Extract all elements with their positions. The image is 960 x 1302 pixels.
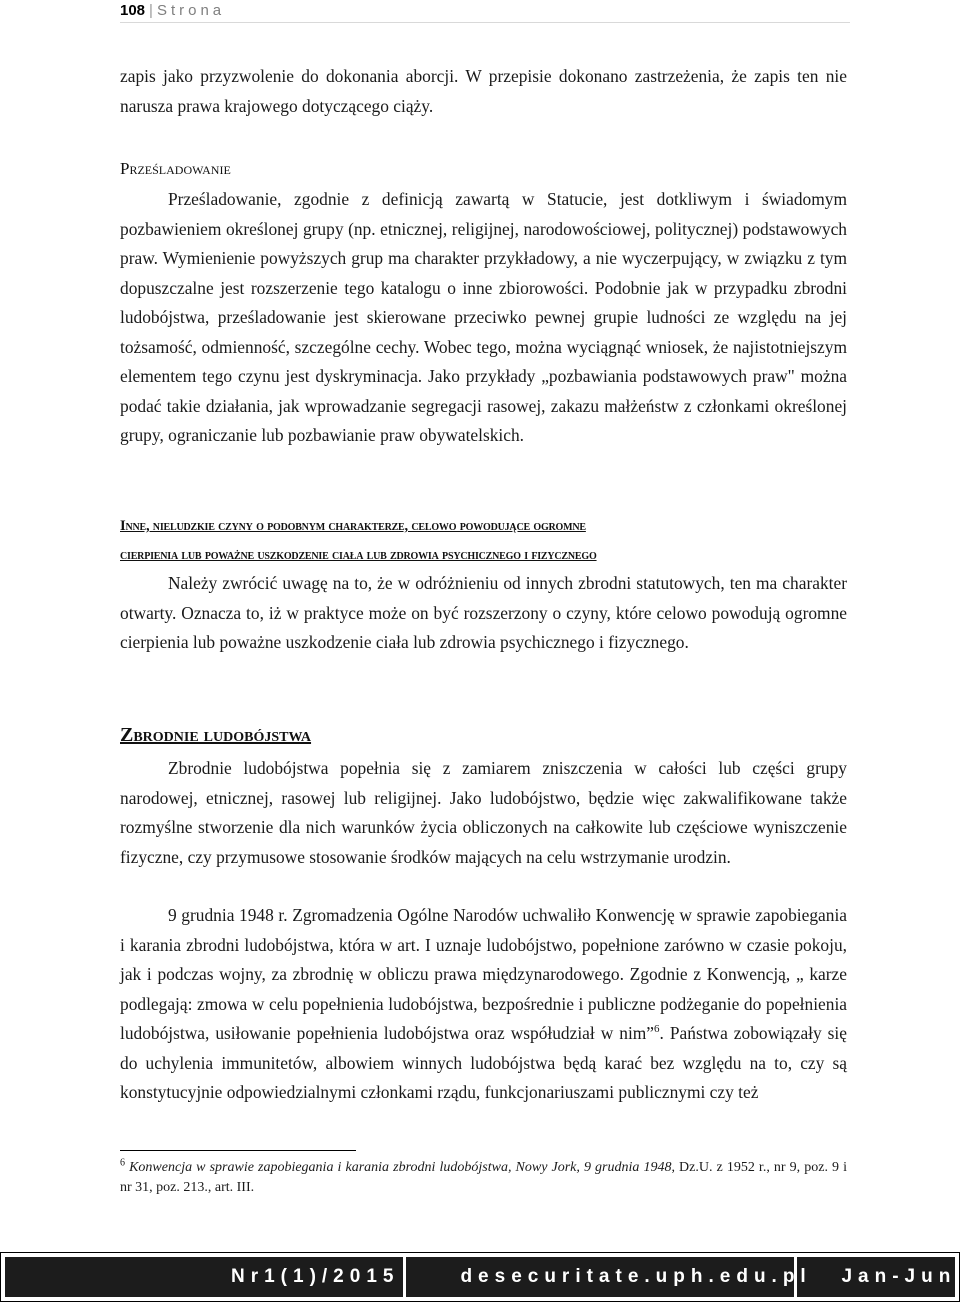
footer-issue: Nr1(1)/2015: [231, 1266, 400, 1287]
page-footer: [0, 1252, 960, 1302]
heading-inhumane-acts-line-1: Inne, nieludzkie czyny o podobnym charakterze, celowo powodujące ogromne: [120, 518, 586, 534]
footnote-divider: [120, 1150, 356, 1151]
footnote: [120, 1158, 847, 1198]
footer-website[interactable]: desecuritate.uph.edu.pl: [460, 1266, 812, 1287]
footer-divider: [403, 1257, 406, 1297]
header-separator: |: [149, 2, 153, 19]
paragraph-text-before-ref: 9 grudnia 1948 r. Zgromadzenia Ogólne Narodów uchwaliło Konwencję w sprawie zapobiegania i karania zbrodni ludobójstwa, która w art. I uznaje ludobójstwo, popełnione zarówno w czasie pokoju, jak i podczas wojny, za zbrodnię w obliczu prawa międzynarodowego. Zgodnie z Konwencją, „ karze podlegają: zmowa w celu popełnienia ludobójstwa, bezpośrednie i publiczne podżeganie do popełnienia ludobójstwa, usiłowanie popełnienia ludobójstwa oraz współudział w nim”: [120, 905, 847, 1043]
page-number: 108: [120, 2, 146, 19]
paragraph-genocide-convention: [120, 901, 847, 1108]
paragraph-abortion: zapis jako przyzwolenie do dokonania aborcji. W przepisie dokonano zastrzeżenia, że zapis ten nie narusza prawa krajowego dotyczącego ciąży.: [120, 66, 847, 116]
footnote-title: Konwencja w sprawie zapobiegania i karania zbrodni ludobójstwa, Nowy Jork, 9 grudnia 1948: [129, 1160, 672, 1175]
footnote-reference[interactable]: 6: [654, 1023, 660, 1036]
footer-bar: [5, 1257, 955, 1297]
page-word: Strona: [156, 2, 226, 19]
paragraph-genocide-definition: Zbrodnie ludobójstwa popełnia się z zamiarem zniszczenia w całości lub części grupy narodowej, etnicznej, rasowej lub religijnej. Jako ludobójstwo, będzie więc zakwalifikowane także rozmyślne stworzenie dla nich warunków życia obliczonych na całkowite lub częściowe wyniszczenie fizyczne, czy przymusowe stosowanie środków mających na celu wstrzymanie urodzin.: [120, 758, 847, 867]
footer-months: Jan-Jun: [841, 1266, 957, 1287]
paragraph-inhumane-acts: Należy zwrócić uwagę na to, że w odróżnieniu od innych zbrodni statutowych, ten ma charakter otwarty. Oznacza to, iż w praktyce może on być rozszerzony o czyny, które celowo powodują ogromne cierpienia lub poważne uszkodzenie ciała lub zdrowia psychicznego i fizycznego.: [120, 573, 847, 652]
heading-inhumane-acts-line-2: cierpienia lub poważne uszkodzenie ciała lub zdrowia psychicznego i fizycznego: [120, 547, 597, 563]
page-header: [120, 0, 850, 23]
heading-genocide: Zbrodnie ludobójstwa: [120, 724, 312, 746]
paragraph-persecution: Prześladowanie, zgodnie z definicją zawartą w Statucie, jest dotkliwym i świadomym pozbawieniem określonej grupy (np. etnicznej, religijnej, narodowościowej, politycznej) podstawowych praw. Wymienienie powyższych grup ma charakter przykładowy, a nie wyczerpujący, w związku z tym dopuszczalne jest rozszerzenie tego katalogu o inne zbiorowości. Podobnie jak w przypadku zbrodni ludobójstwa, prześladowanie jest skierowane przeciwko pewnej grupie ludności ze względu na jej tożsamość, odmienność, szczególne cechy. Wobec tego, można wyciągnąć wniosek, że najistotniejszym elementem tego czynu jest dyskryminacja. Jako przykłady „pozbawiania podstawowych praw" można podać takie działania, jak wprowadzanie segregacji rasowej, zakazu małżeństw z członkami określonej grupy, ograniczanie lub pozbawianie praw obywatelskich.: [120, 189, 847, 445]
footnote-number: 6: [120, 1157, 125, 1169]
footer-divider: [794, 1257, 797, 1297]
heading-persecution: Prześladowanie: [120, 159, 231, 178]
footnote-citation: , Dz.U. z 1952 r., nr 9, poz. 9 i nr 31, poz. 213., art. III.: [120, 1160, 847, 1195]
paragraph-text-after-ref: . Państwa zobowiązały się do uchylenia immunitetów, albowiem winnych ludobójstwa będą karać bez względu na to, czy są konstytucyjnie odpowiedzialnymi członkami rządu, funkcjonariuszami publicznymi czy też: [120, 1023, 847, 1102]
